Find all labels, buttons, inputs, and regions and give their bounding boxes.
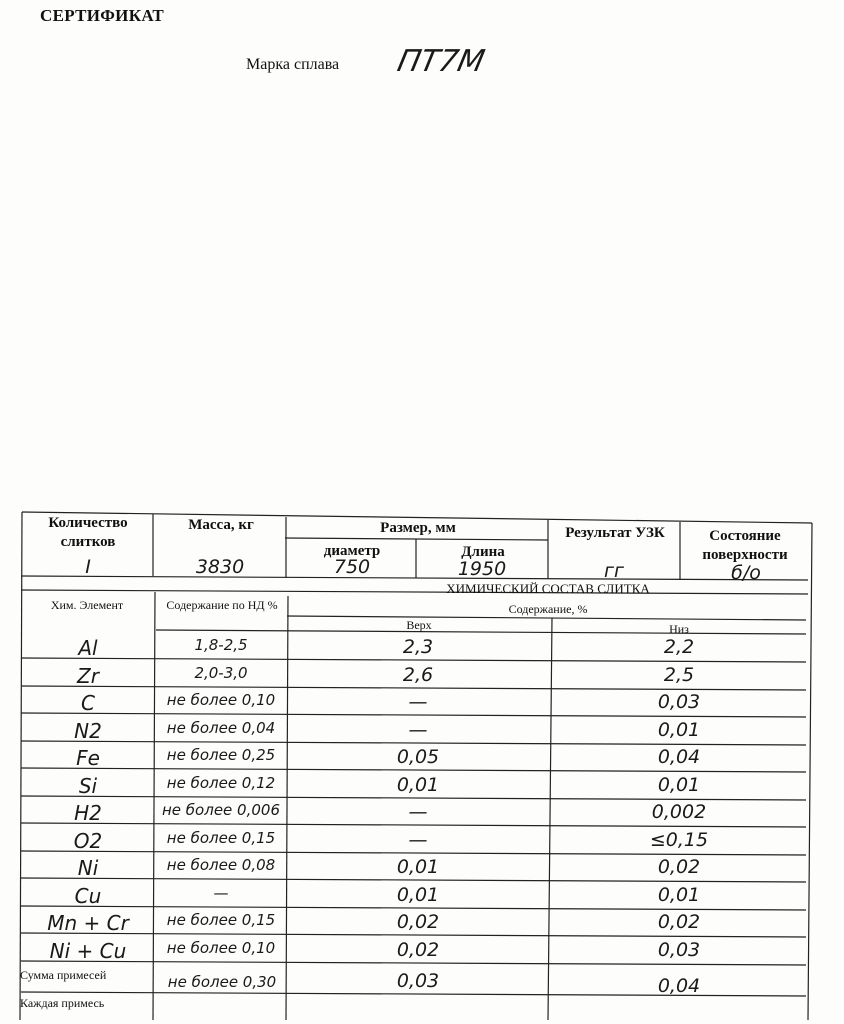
cell-element: O2	[73, 829, 103, 853]
cell-norm: не более 0,12	[166, 774, 276, 792]
cell-norm: не более 0,04	[166, 719, 276, 737]
cell-top: 0,01	[396, 774, 440, 796]
cell-norm: 1,8-2,5	[194, 636, 248, 654]
cell-bottom: 0,02	[657, 911, 701, 933]
cell-bottom: ≤0,15	[649, 829, 709, 851]
cell-top: 0,02	[396, 911, 440, 933]
header-element: Хим. Элемент	[50, 598, 124, 612]
cell-bottom: 0,01	[657, 719, 701, 741]
cell-norm: не более 0,25	[166, 746, 276, 764]
cell-bottom: 0,04	[657, 746, 701, 768]
header-mass: Масса, кг	[188, 517, 254, 533]
cell-element: Ni + Cu	[49, 939, 127, 963]
cell-top: 0,01	[396, 856, 440, 878]
value-length: 1950	[457, 558, 507, 580]
header-bottom: Низ	[669, 622, 689, 636]
alloy-label: Марка сплава	[246, 56, 340, 73]
value-mass: 3830	[195, 556, 245, 578]
cell-element: Cu	[74, 884, 102, 908]
header-top: Верх	[406, 618, 432, 632]
cell-bottom: 0,03	[657, 691, 701, 713]
header-content: Содержание, %	[508, 602, 588, 616]
cell-top: —	[408, 719, 428, 741]
cell-norm: 2,0-3,0	[194, 664, 248, 682]
cell-top: 2,6	[402, 664, 434, 686]
cell-top: 0,02	[396, 939, 440, 961]
header-uzk: Результат УЗК	[565, 525, 665, 541]
header-size: Размер, мм	[380, 520, 456, 536]
cell-element: N2	[74, 719, 102, 743]
document-title: СЕРТИФИКАТ	[40, 6, 165, 25]
value-uzk: гг	[604, 560, 624, 582]
cell-norm: не более 0,10	[166, 691, 276, 709]
value-surface: б/о	[731, 562, 761, 584]
cell-element: Mn + Cr	[47, 911, 129, 935]
cell-top: 2,3	[402, 636, 434, 658]
cell-norm: не более 0,10	[166, 939, 276, 957]
cell-bottom: 0,01	[657, 884, 701, 906]
cell-bottom: 2,5	[663, 664, 695, 686]
cell-top: 0,05	[396, 746, 440, 768]
each-label: Каждая примесь	[20, 996, 105, 1010]
header-diameter: диаметр	[323, 543, 381, 559]
value-diameter: 750	[333, 556, 371, 578]
cell-norm: не более 0,006	[162, 801, 280, 819]
chem-title: ХИМИЧЕСКИЙ СОСТАВ СЛИТКА	[446, 581, 650, 596]
cell-bottom: 0,03	[657, 939, 701, 961]
cell-bottom: 0,002	[651, 801, 707, 823]
header-surface: Состояние поверхности	[702, 528, 788, 563]
cell-bottom: 2,2	[663, 636, 695, 658]
cell-element: Al	[78, 636, 98, 660]
cell-top: 0,01	[396, 884, 440, 906]
sum-norm: не более 0,30	[167, 973, 277, 991]
cell-top: —	[408, 801, 428, 823]
cell-norm: не более 0,08	[166, 856, 276, 874]
cell-element: Zr	[77, 664, 99, 688]
value-ingot-count: I	[85, 556, 91, 578]
header-norm: Содержание по НД %	[166, 598, 278, 612]
cell-element: C	[81, 691, 95, 715]
cell-norm: не более 0,15	[166, 911, 276, 929]
header-ingot-count: Количество слитков	[48, 515, 128, 550]
cell-element: Si	[78, 774, 98, 798]
cell-bottom: 0,02	[657, 856, 701, 878]
sum-top: 0,03	[396, 970, 440, 992]
alloy-value: ПТ7М	[394, 44, 488, 79]
sum-bottom: 0,04	[657, 975, 701, 997]
cell-norm: не более 0,15	[166, 829, 276, 847]
cell-norm: —	[213, 884, 229, 902]
sum-label: Сумма примесей	[20, 968, 107, 982]
cell-element: Fe	[76, 746, 100, 770]
cell-bottom: 0,01	[657, 774, 701, 796]
header-length: Длина	[461, 544, 505, 560]
cell-top: —	[408, 691, 428, 713]
cell-top: —	[408, 829, 428, 851]
cell-element: H2	[74, 801, 102, 825]
cell-element: Ni	[77, 856, 99, 880]
